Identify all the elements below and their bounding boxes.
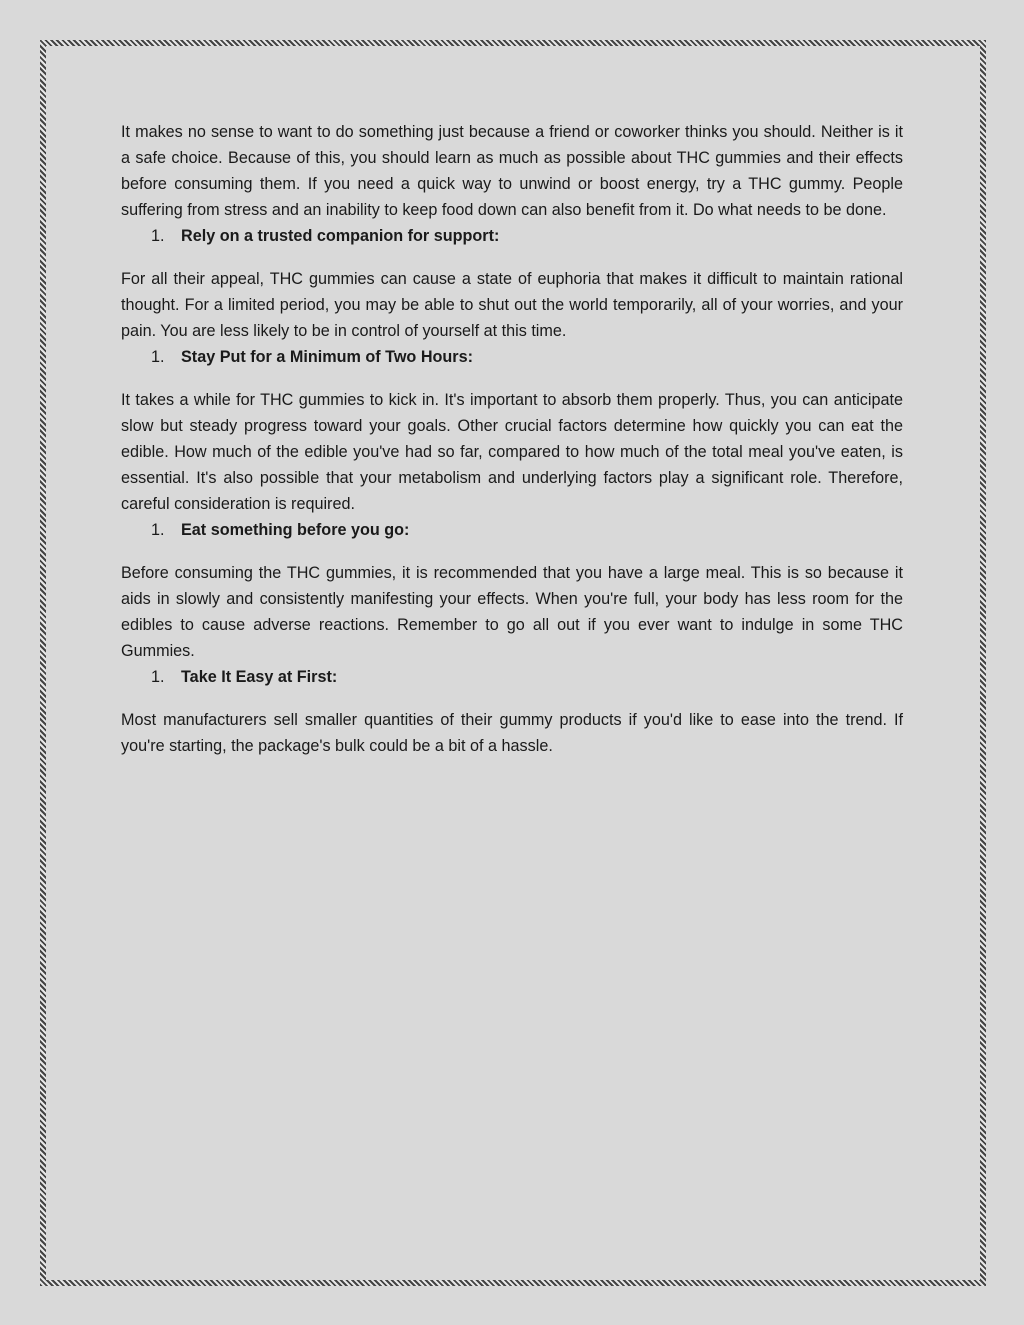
section-paragraph-take-it-easy: Most manufacturers sell smaller quantities of their gummy products if you'd like to ease into the trend. If you're starting, the package's bulk could be a bit of a hassle. (121, 711, 903, 755)
section-heading-eat-first (151, 517, 903, 543)
list-number: 1. (151, 348, 165, 366)
intro-paragraph: It makes no sense to want to do something just because a friend or coworker thinks you should. Neither is it a safe choice. Because of this, you should learn as much as possible about THC gummies and their effects before consuming them. If you need a quick way to unwind or boost energy, try a THC gummy. People suffering from stress and an inability to keep food down can also benefit from it. Do what needs to be done. (121, 123, 903, 219)
section-paragraph-eat-first: Before consuming the THC gummies, it is recommended that you have a large meal. This is so because it aids in slowly and consistently manifesting your effects. When you're full, your body has less room for the edibles to cause adverse reactions. Remember to go all out if you ever want to indulge in some THC Gummies. (121, 564, 903, 660)
section-heading-take-it-easy (151, 664, 903, 690)
section-title: Eat something before you go: (181, 521, 410, 539)
section-heading-stay-put (151, 344, 903, 370)
list-number: 1. (151, 227, 165, 245)
list-number: 1. (151, 668, 165, 686)
section-paragraph-stay-put: It takes a while for THC gummies to kick in. It's important to absorb them properly. Thus, you can anticipate slow but steady progress toward your goals. Other crucial factors determine how quickly you can eat the edible. How much of the edible you've had so far, compared to how much of the total meal you've eaten, is essential. It's also possible that your metabolism and underlying factors play a significant role. Therefore, careful consideration is required. (121, 391, 903, 513)
section-title: Take It Easy at First: (181, 668, 338, 686)
section-title: Rely on a trusted companion for support: (181, 227, 500, 245)
list-number: 1. (151, 521, 165, 539)
section-title: Stay Put for a Minimum of Two Hours: (181, 348, 473, 366)
section-heading-support (151, 223, 903, 249)
section-paragraph-support: For all their appeal, THC gummies can cause a state of euphoria that makes it difficult to maintain rational thought. For a limited period, you may be able to shut out the world temporarily, all of your worries, and your pain. You are less likely to be in control of yourself at this time. (121, 270, 903, 340)
document-body (121, 119, 903, 759)
